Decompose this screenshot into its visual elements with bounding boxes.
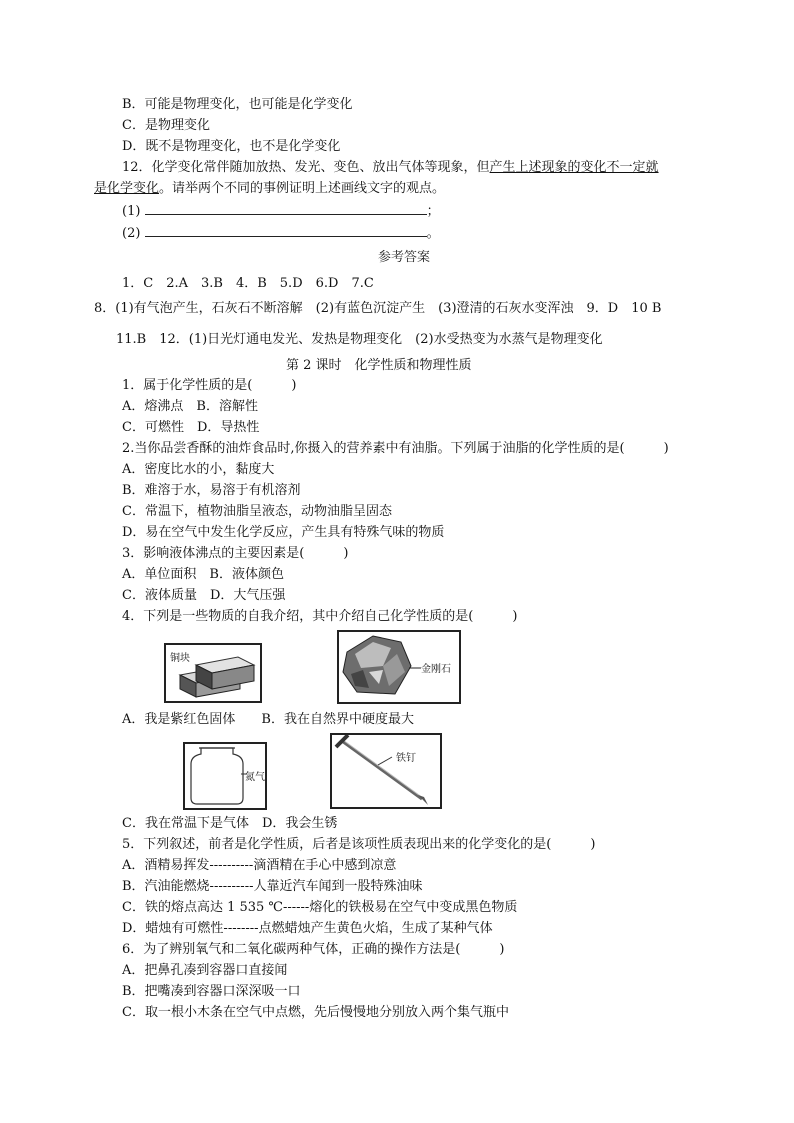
blank-2-end: 。 — [426, 226, 440, 241]
question-12-line2 — [94, 180, 445, 198]
question-12-line1 — [122, 159, 659, 177]
underlined-claim-part2: 是化学变化 — [94, 181, 160, 196]
nitrogen-jar-figure — [183, 742, 267, 810]
question-2-option-a: A．密度比水的小，黏度大 — [122, 462, 275, 477]
answers-line-1: 1．C 2.A 3.B 4．B 5.D 6.D 7.C — [122, 276, 374, 291]
copper-block-figure — [164, 643, 262, 703]
question-6-option-a: A．把鼻孔凑到容器口直接闻 — [122, 963, 288, 978]
question-4-options-cd: C．我在常温下是气体 D．我会生锈 — [122, 816, 338, 831]
question-1-options-cd: C．可燃性 D．导热性 — [122, 420, 260, 435]
question-2-option-c: C．常温下，植物油脂呈液态，动物油脂呈固态 — [122, 504, 392, 519]
blank-1-end: ； — [426, 204, 440, 219]
question-3-options-ab: A．单位面积 B．液体颜色 — [122, 567, 284, 582]
answers-title: 参考答案 — [378, 250, 431, 265]
iron-nail-figure — [330, 733, 442, 809]
question-2-option-d: D．易在空气中发生化学反应，产生具有特殊气味的物质 — [122, 525, 445, 540]
question-5-option-d: D．蜡烛有可燃性--------点燃蜡烛产生黄色火焰，生成了某种气体 — [122, 921, 493, 936]
question-5-option-a: A．酒精易挥发----------滴酒精在手心中感到凉意 — [122, 858, 397, 873]
blank-1-line[interactable] — [145, 202, 427, 215]
option-d: D．既不是物理变化，也不是化学变化 — [122, 139, 341, 154]
iron-nail-icon — [332, 735, 440, 807]
diamond-figure — [337, 630, 461, 704]
option-c: C．是物理变化 — [122, 118, 210, 133]
blank-2-line[interactable] — [145, 224, 427, 237]
question-5-option-c: C．铁的熔点高达 1 535 ℃------熔化的铁极易在空气中变成黑色物质 — [122, 900, 518, 915]
question-12-text: 12．化学变化常伴随加放热、发光、变色、放出气体等现象，但 — [122, 160, 490, 175]
question-2: 2.当你品尝香酥的油炸食品时,你摄入的营养素中有油脂。下列属于油脂的化学性质的是( ) — [122, 441, 669, 456]
question-4-options-ab: A．我是紫红色固体 B．我在自然界中硬度最大 — [122, 712, 414, 727]
blank-2-label: (2) — [122, 226, 141, 241]
answers-line-2: 8．(1)有气泡产生，石灰石不断溶解 (2)有蓝色沉淀产生 (3)澄清的石灰水变浑浊 9．D 10 B — [94, 301, 662, 316]
question-6-option-c: C．取一根小木条在空气中点燃，先后慢慢地分别放入两个集气瓶中 — [122, 1005, 509, 1020]
blank-1-label: (1) — [122, 204, 141, 219]
option-b: B．可能是物理变化，也可能是化学变化 — [122, 97, 353, 112]
underlined-claim-part1: 产生上述现象的变化不一定就 — [489, 160, 659, 175]
answer-blank-2 — [122, 224, 440, 243]
question-5: 5．下列叙述，前者是化学性质，后者是该项性质表现出来的化学变化的是( ) — [122, 837, 596, 852]
nitrogen-label: 氮气 — [245, 772, 265, 783]
diamond-label: 金刚石 — [421, 664, 451, 675]
answers-line-3: 11.B 12．(1)日光灯通电发光、发热是物理变化 (2)水受热变为水蒸气是物理变化 — [116, 332, 603, 347]
question-6-option-b: B．把嘴凑到容器口深深吸一口 — [122, 984, 301, 999]
question-3-options-cd: C．液体质量 D．大气压强 — [122, 588, 286, 603]
question-12-instruction: 。请举两个不同的事例证明上述画线文字的观点。 — [159, 181, 446, 196]
answer-blank-1 — [122, 202, 440, 221]
question-1-options-ab: A．熔沸点 B．溶解性 — [122, 399, 258, 414]
question-6: 6．为了辨别氧气和二氧化碳两种气体，正确的操作方法是( ) — [122, 942, 505, 957]
question-4: 4．下列是一些物质的自我介绍，其中介绍自己化学性质的是( ) — [122, 609, 518, 624]
question-3: 3．影响液体沸点的主要因素是( ) — [122, 546, 349, 561]
lesson-title: 第 2 课时 化学性质和物理性质 — [286, 358, 472, 373]
iron-nail-label: 铁钉 — [396, 753, 416, 764]
question-1: 1．属于化学性质的是( ) — [122, 378, 297, 393]
copper-block-label: 铜块 — [170, 653, 190, 664]
question-5-option-b: B．汽油能燃烧----------人靠近汽车闻到一股特殊油味 — [122, 879, 423, 894]
question-2-option-b: B．难溶于水，易溶于有机溶剂 — [122, 483, 301, 498]
